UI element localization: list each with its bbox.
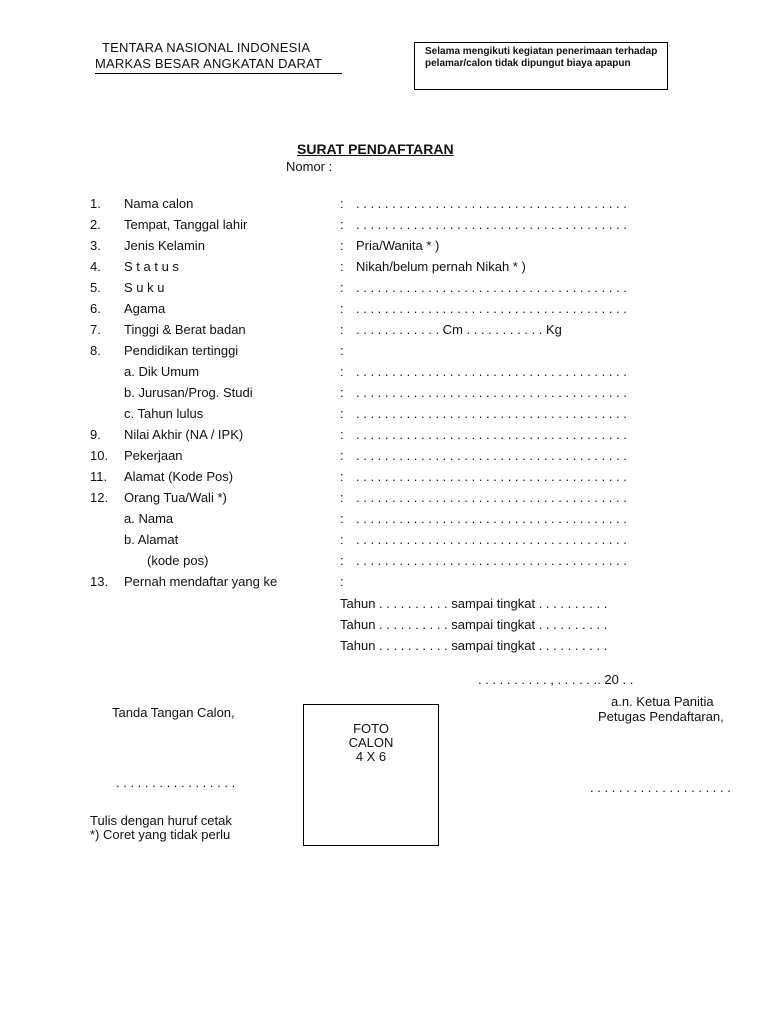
row-label: c. Tahun lulus — [124, 406, 204, 421]
row-colon: : — [340, 259, 344, 274]
row-colon: : — [340, 217, 344, 232]
row-label: Tempat, Tanggal lahir — [124, 217, 248, 232]
note-strike-unneeded: *) Coret yang tidak perlu — [90, 827, 231, 842]
notice-text: Selama mengikuti kegiatan penerimaan terhadap pelamar/calon tidak dipungut biaya apapun — [425, 46, 658, 69]
document-title: SURAT PENDAFTARAN — [297, 141, 454, 157]
notice-box — [414, 42, 668, 90]
form-row — [0, 301, 768, 319]
form-row — [0, 385, 768, 403]
history-line: Tahun . . . . . . . . . . sampai tingkat . . . . . . . . . . — [340, 638, 608, 653]
row-value: . . . . . . . . . . . . . . . . . . . . . . . . . . . . . . . . . . . . . . — [356, 301, 627, 316]
row-colon: : — [340, 427, 344, 442]
form-row — [0, 322, 768, 340]
row-colon: : — [340, 280, 344, 295]
row-colon: : — [340, 574, 344, 589]
row-colon: : — [340, 385, 344, 400]
form-row — [0, 259, 768, 277]
row-value: . . . . . . . . . . . . . . . . . . . . . . . . . . . . . . . . . . . . . . — [356, 553, 627, 568]
form-row — [0, 469, 768, 487]
row-value: . . . . . . . . . . . . . . . . . . . . . . . . . . . . . . . . . . . . . . — [356, 511, 627, 526]
row-number: 10. — [90, 448, 109, 463]
form-row — [0, 196, 768, 214]
row-number: 8. — [90, 343, 101, 358]
row-number: 5. — [90, 280, 101, 295]
row-colon: : — [340, 448, 344, 463]
row-value: . . . . . . . . . . . . . . . . . . . . . . . . . . . . . . . . . . . . . . — [356, 469, 627, 484]
row-value: . . . . . . . . . . . . . . . . . . . . . . . . . . . . . . . . . . . . . . — [356, 385, 627, 400]
form-row — [0, 406, 768, 424]
history-line: Tahun . . . . . . . . . . sampai tingkat . . . . . . . . . . — [340, 617, 608, 632]
row-label: Nilai Akhir (NA / IPK) — [124, 427, 244, 442]
form-row — [0, 280, 768, 298]
row-label: S u k u — [124, 280, 165, 295]
row-value: . . . . . . . . . . . . . . . . . . . . . . . . . . . . . . . . . . . . . . — [356, 406, 627, 421]
photo-label-3: 4 X 6 — [355, 749, 387, 764]
org-name-line2: MARKAS BESAR ANGKATAN DARAT — [95, 56, 323, 71]
row-number: 7. — [90, 322, 101, 337]
row-label: b. Jurusan/Prog. Studi — [124, 385, 253, 400]
row-label: a. Dik Umum — [124, 364, 200, 379]
form-row — [0, 238, 768, 256]
row-value: Pria/Wanita * ) — [356, 238, 440, 253]
row-colon: : — [340, 301, 344, 316]
row-label: Pendidikan tertinggi — [124, 343, 239, 358]
row-number: 11. — [90, 469, 108, 484]
row-colon: : — [340, 553, 344, 568]
row-colon: : — [340, 343, 344, 358]
row-colon: : — [340, 406, 344, 421]
row-number: 2. — [90, 217, 101, 232]
photo-label-2: CALON — [348, 735, 394, 750]
row-value: . . . . . . . . . . . . Cm . . . . . . . . . . . Kg — [356, 322, 562, 337]
form-row — [0, 490, 768, 508]
row-label: Tinggi & Berat badan — [124, 322, 246, 337]
row-number: 3. — [90, 238, 101, 253]
form-row — [0, 343, 768, 361]
row-value: . . . . . . . . . . . . . . . . . . . . . . . . . . . . . . . . . . . . . . — [356, 217, 627, 232]
row-colon: : — [340, 532, 344, 547]
form-row — [0, 532, 768, 550]
org-name-line1: TENTARA NASIONAL INDONESIA — [102, 40, 311, 55]
signature-right-line1: a.n. Ketua Panitia — [611, 694, 714, 709]
form-row — [0, 448, 768, 466]
row-label: Agama — [124, 301, 166, 316]
row-label: Jenis Kelamin — [124, 238, 205, 253]
row-number: 1. — [90, 196, 101, 211]
photo-box — [303, 704, 439, 846]
header-underline — [95, 73, 342, 74]
row-label: Pekerjaan — [124, 448, 183, 463]
row-number: 12. — [90, 490, 109, 505]
row-number: 9. — [90, 427, 101, 442]
row-colon: : — [340, 490, 344, 505]
row-colon: : — [340, 196, 344, 211]
row-colon: : — [340, 238, 344, 253]
row-number: 4. — [90, 259, 101, 274]
nomor-label: Nomor : — [286, 159, 333, 174]
row-label: S t a t u s — [124, 259, 179, 274]
date-line: . . . . . . . . . . , . . . . . .. 20 . . — [478, 672, 634, 687]
form-row — [0, 364, 768, 382]
row-value: . . . . . . . . . . . . . . . . . . . . . . . . . . . . . . . . . . . . . . — [356, 448, 627, 463]
row-label: Pernah mendaftar yang ke — [124, 574, 278, 589]
row-number: 6. — [90, 301, 101, 316]
signature-left-dots: . . . . . . . . . . . . . . . . . — [116, 775, 236, 790]
signature-right-line2: Petugas Pendaftaran, — [598, 709, 724, 724]
row-label: Alamat (Kode Pos) — [124, 469, 234, 484]
row-label: Nama calon — [124, 196, 194, 211]
signature-left-label: Tanda Tangan Calon, — [112, 705, 235, 720]
form-row — [0, 511, 768, 529]
row-value: . . . . . . . . . . . . . . . . . . . . . . . . . . . . . . . . . . . . . . — [356, 490, 627, 505]
row-value: . . . . . . . . . . . . . . . . . . . . . . . . . . . . . . . . . . . . . . — [356, 427, 627, 442]
signature-right-dots: . . . . . . . . . . . . . . . . . . . . — [590, 780, 731, 795]
form-row — [0, 553, 768, 571]
row-colon: : — [340, 322, 344, 337]
row-value: . . . . . . . . . . . . . . . . . . . . . . . . . . . . . . . . . . . . . . — [356, 532, 627, 547]
form-row — [0, 217, 768, 235]
row-colon: : — [340, 511, 344, 526]
row-label: (kode pos) — [147, 553, 209, 568]
note-print-letters: Tulis dengan huruf cetak — [90, 813, 232, 828]
row-colon: : — [340, 364, 344, 379]
form-row — [0, 574, 768, 592]
photo-label-1: FOTO — [353, 721, 389, 736]
row-label: Orang Tua/Wali *) — [124, 490, 227, 505]
row-number: 13. — [90, 574, 109, 589]
form-row — [0, 427, 768, 445]
row-label: b. Alamat — [124, 532, 179, 547]
row-value: . . . . . . . . . . . . . . . . . . . . . . . . . . . . . . . . . . . . . . — [356, 196, 627, 211]
row-value: . . . . . . . . . . . . . . . . . . . . . . . . . . . . . . . . . . . . . . — [356, 364, 627, 379]
history-line: Tahun . . . . . . . . . . sampai tingkat . . . . . . . . . . — [340, 596, 608, 611]
row-colon: : — [340, 469, 344, 484]
row-value: . . . . . . . . . . . . . . . . . . . . . . . . . . . . . . . . . . . . . . — [356, 280, 627, 295]
row-label: a. Nama — [124, 511, 174, 526]
row-value: Nikah/belum pernah Nikah * ) — [356, 259, 526, 274]
